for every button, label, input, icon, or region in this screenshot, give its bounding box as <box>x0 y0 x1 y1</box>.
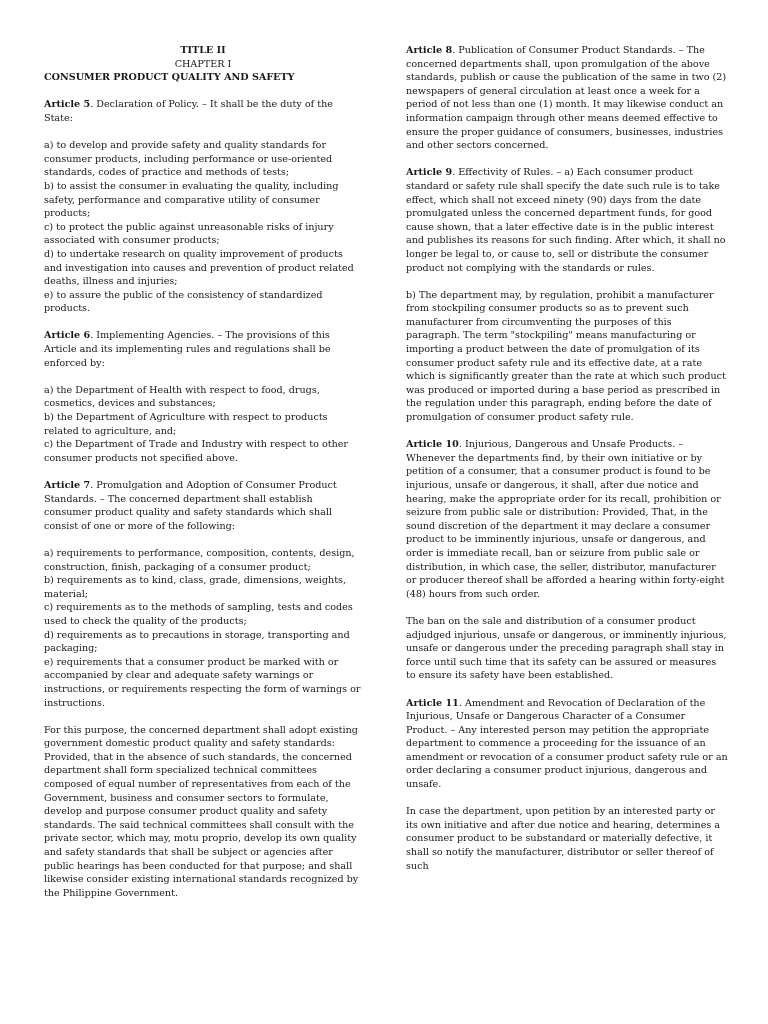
article-7-item-a: a) requirements to performance, composition, contents, design, construction, finish, packaging of a consumer product; <box>44 547 355 573</box>
article-5-item-a: a) to develop and provide safety and quality standards for consumer products, including performance or use-oriented standards, codes of practice and methods of tests; <box>44 140 333 179</box>
article-11-text: . Amendment and Revocation of Declaration of the Injurious, Unsafe or Dangerous Character of a Consumer Product. – Any interested person may petition the appropriate department to commence a proceeding for the issuance of an amendment or revocation of a consumer product safety rule or an order declaring a consumer product injurious, dangerous and unsafe. <box>406 697 728 791</box>
article-5-item-d: d) to undertake research on quality improvement of products and investigation into causes and prevention of product related deaths, illness and injuries; <box>44 248 354 288</box>
article-7-item-d: d) requirements as to precautions in storage, transporting and packaging; <box>44 629 350 655</box>
article-7-closing: For this purpose, the concerned department shall adopt existing government domestic product quality and safety standards: Provided, that in the absence of such standards, the concerned department shall form specialized technical committees composed of equal number of representatives from each of the Government, business and consumer sectors to formulate, develop and purpose consumer product quality and safety standards. The said technical committees shall consult with the private sector, which may, motu proprio, develop its own quality and safety standards that shall be subject or agencies after public hearings has been conducted for that purpose; and shall likewise consider existing international standards recognized by the Philippine Government. <box>44 724 359 899</box>
article-6-intro-text: . Implementing Agencies. – The provisions of this Article and its implementing rules and regulations shall be enforced by: <box>44 330 331 369</box>
article-7-intro <box>44 479 362 533</box>
article-7-item-c: c) requirements as to the methods of sampling, tests and codes used to check the quality of the products; <box>44 602 353 627</box>
article-5-item-c: c) to protect the public against unreasonable risks of injury associated with consumer products; <box>44 221 334 247</box>
article-9 <box>406 166 728 275</box>
article-10-paragraph-2: The ban on the sale and distribution of a consumer product adjudged injurious, unsafe or dangerous, or imminently injurious, unsafe or dangerous under the preceding paragraph shall stay in force until such time that its safety can be assured or measures to ensure its safety have been established. <box>406 615 727 682</box>
article-7-item-b: b) requirements as to kind, class, grade, dimensions, weights, material; <box>44 575 347 600</box>
article-11 <box>406 697 728 792</box>
article-6-item-b: b) the Department of Agriculture with respect to products related to agriculture, and; <box>44 412 328 437</box>
chapter-title: CONSUMER PRODUCT QUALITY AND SAFETY <box>44 72 295 84</box>
article-7-intro-text: . Promulgation and Adoption of Consumer Product Standards. – The concerned department shall establish consumer product quality and safety standards which shall consist of one or more of the following: <box>44 480 337 532</box>
article-6-number: Article 6 <box>44 330 91 342</box>
article-7-item-e: e) requirements that a consumer product be marked with or accompanied by clear and adequate safety warnings or instructions, or requirements respecting the form of warnings or instructions. <box>44 656 361 709</box>
article-8-number: Article 8 <box>406 45 453 56</box>
article-5-intro-text: . Declaration of Policy. – It shall be the duty of the State: <box>44 99 333 124</box>
article-5-item-e: e) to assure the public of the consistency of standardized products. <box>44 289 323 315</box>
article-6-intro <box>44 329 362 370</box>
article-5-intro <box>44 98 362 125</box>
article-7-number: Article 7 <box>44 480 91 491</box>
article-8 <box>406 44 728 153</box>
article-10-text: . Injurious, Dangerous and Unsafe Products. – Whenever the departments find, by their own initiative or by petition of a consumer, that a consumer product is found to be injurious, unsafe or dangerous, it shall, after due notice and hearing, make the appropriate order for its recall, prohibition or seizure from public sale or distribution: Provided, That, in the sound discretion of the department it may declare a consumer product to be imminently injurious, unsafe or dangerous, and order is immediate recall, ban or seizure from public sale or distribution, in which case, the seller, distributor, manufacturer or producer thereof shall be afforded a hearing within forty-eight (48) hours from such order. <box>406 439 725 600</box>
article-10 <box>406 438 728 601</box>
article-11-number: Article 11 <box>406 697 459 709</box>
chapter-heading: CHAPTER I <box>174 58 232 70</box>
left-column <box>44 44 362 900</box>
article-6-item-c: c) the Department of Trade and Industry with respect to other consumer products not specified above. <box>44 439 349 464</box>
article-5-number: Article 5 <box>44 99 91 111</box>
article-9-text: . Effectivity of Rules. – a) Each consumer product standard or safety rule shall specify the date such rule is to take effect, which shall not exceed ninety (90) days from the date promulgated unless the concerned department funds, for good cause shown, that a later effective date is in the public interest and publishes its reasons for such finding. After which, it shall no longer be legal to, or cause to, sell or distribute the consumer product not complying with the standards or rules. <box>406 167 726 274</box>
title-heading: TITLE II <box>180 45 226 56</box>
article-6-item-a: a) the Department of Health with respect to food, drugs, cosmetics, devices and substances; <box>44 384 320 410</box>
article-5-item-b: b) to assist the consumer in evaluating the quality, including safety, performance and comparative utility of consumer products; <box>44 180 339 220</box>
article-8-text: . Publication of Consumer Product Standards. – The concerned departments shall, upon promulgation of the above standards, publish or cause the publication of the same in two (2) newspapers of general circulation at least once a week for a period of not less than one (1) month. It may likewise conduct an information campaign through other means deemed effective to ensure the proper guidance of consumers, businesses, industries and other sectors concerned. <box>406 45 727 152</box>
article-10-number: Article 10 <box>406 439 459 451</box>
article-9-paragraph-b: b) The department may, by regulation, prohibit a manufacturer from stockpiling consumer products so as to prevent such manufacturer from circumventing the purposes of this paragraph. The term "stockpiling" means manufacturing or importing a product between the date of promulgation of its consumer product safety rule and its effective date, at a rate which is significantly greater than the rate at which such product was produced or imported during a base period as prescribed in the regulation under this paragraph, ending before the date of promulgation of consumer product safety rule. <box>406 289 726 424</box>
right-column <box>406 44 728 873</box>
article-9-number: Article 9 <box>406 167 453 179</box>
article-11-paragraph-2: In case the department, upon petition by an interested party or its own initiative and after due notice and hearing, determines a consumer product to be substandard or materially defective, it shall so notify the manufacturer, distributor or seller thereof of such <box>406 806 721 872</box>
